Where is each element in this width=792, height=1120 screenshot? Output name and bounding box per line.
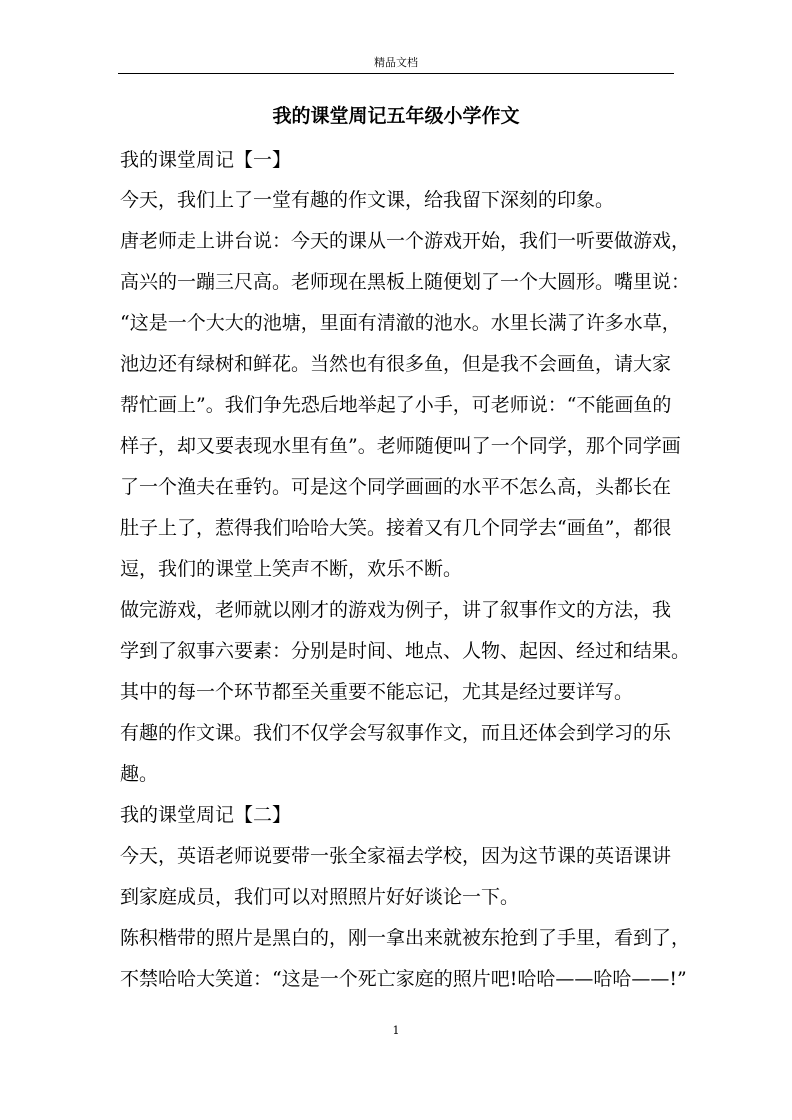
text-line: 样子，却又要表现水里有鱼”。老师随便叫了一个同学，那个同学画: [120, 435, 681, 457]
page-header-label: 精品文档: [374, 56, 418, 69]
text-line: 有趣的作文课。我们不仅学会写叙事作文，而且还体会到学习的乐: [120, 722, 672, 744]
text-line: 我的课堂周记【一】: [120, 149, 292, 171]
text-line: 池边还有绿树和鲜花。当然也有很多鱼，但是我不会画鱼，请大家: [120, 353, 672, 375]
text-line: 其中的每一个环节都至关重要不能忘记，尤其是经过要详写。: [120, 681, 634, 703]
text-line: 陈积楷带的照片是黑白的，刚一拿出来就被东抢到了手里，看到了，: [120, 927, 691, 949]
text-line: 我的课堂周记【二】: [120, 804, 292, 826]
text-line: 到家庭成员，我们可以对照照片好好谈论一下。: [120, 886, 520, 908]
text-line: “这是一个大大的池塘，里面有清澈的池水。水里长满了许多水草，: [120, 312, 681, 334]
text-line: 帮忙画上”。我们争先恐后地举起了小手，可老师说：“不能画鱼的: [120, 394, 672, 416]
text-line: 不禁哈哈大笑道：“这是一个死亡家庭的照片吧!哈哈——哈哈——!”: [120, 968, 687, 990]
text-line: 逗，我们的课堂上笑声不断，欢乐不断。: [120, 558, 463, 580]
text-line: 高兴的一蹦三尺高。老师现在黑板上随便划了一个大圆形。嘴里说：: [120, 271, 691, 293]
text-line: 了一个渔夫在垂钓。可是这个同学画画的水平不怎么高，头都长在: [120, 476, 672, 498]
text-line: 肚子上了，惹得我们哈哈大笑。接着又有几个同学去“画鱼”，都很: [120, 517, 672, 539]
text-line: 学到了叙事六要素：分别是时间、地点、人物、起因、经过和结果。: [120, 640, 691, 662]
text-line: 今天，我们上了一堂有趣的作文课，给我留下深刻的印象。: [120, 189, 615, 211]
text-line: 做完游戏，老师就以刚才的游戏为例子，讲了叙事作文的方法，我: [120, 599, 672, 621]
header-divider: [118, 73, 674, 74]
document-title: 我的课堂周记五年级小学作文: [272, 105, 520, 127]
text-line: 今天，英语老师说要带一张全家福去学校，因为这节课的英语课讲: [120, 845, 672, 867]
text-line: 唐老师走上讲台说：今天的课从一个游戏开始，我们一听要做游戏，: [120, 230, 691, 252]
page-number: 1: [392, 1024, 400, 1037]
text-line: 趣。: [120, 763, 159, 785]
